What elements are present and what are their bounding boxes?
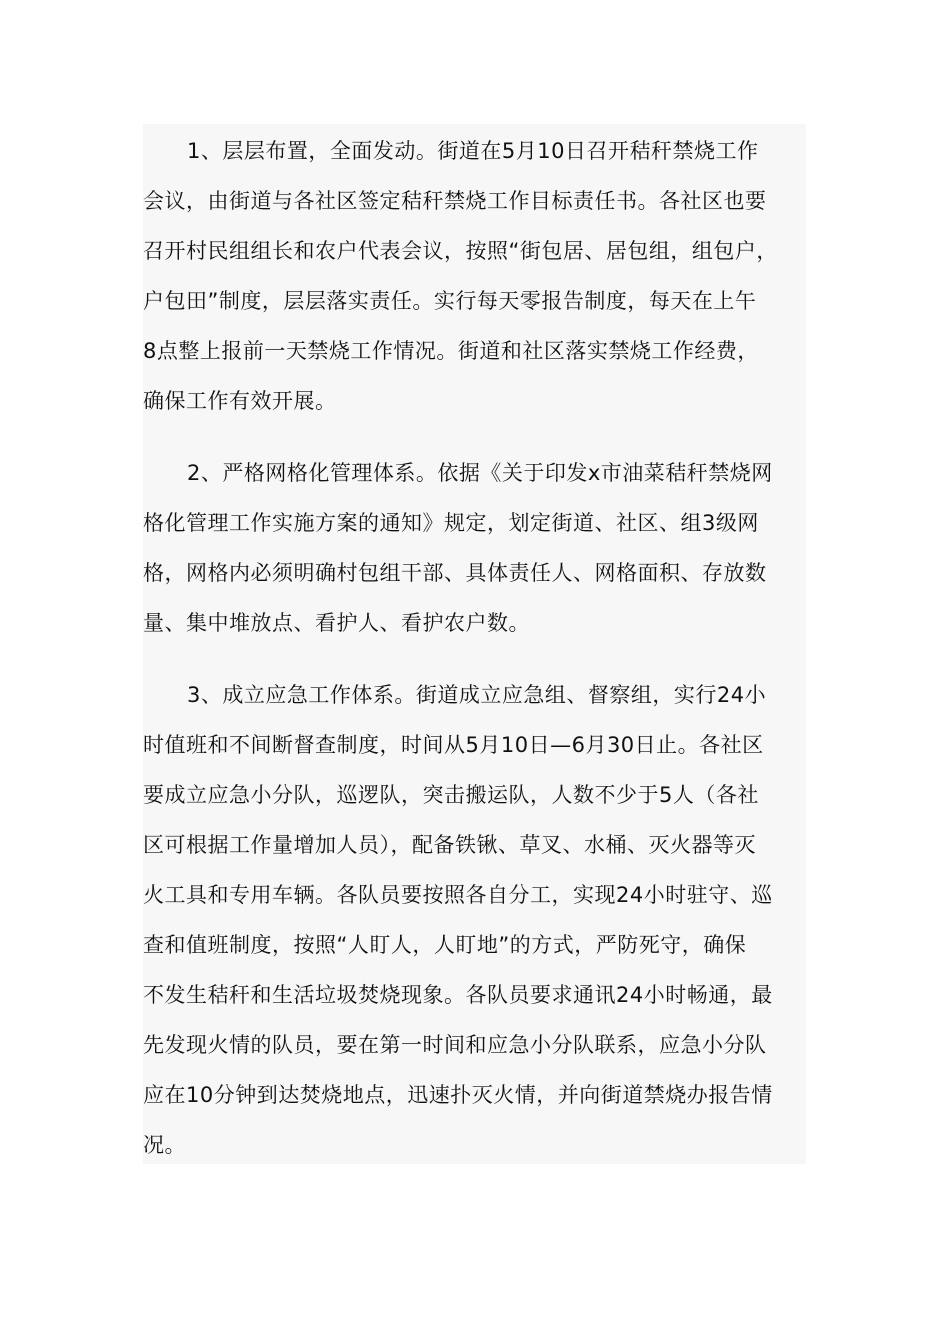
paragraph-1-line-5: 8点整上报前一天禁烧工作情况。街道和社区落实禁烧工作经费， [143, 339, 759, 363]
paragraph-2-line-4: 量、集中堆放点、看护人、看护农户数。 [143, 611, 530, 635]
paragraph-3-line-3: 要成立应急小分队，巡逻队，突击搬运队，人数不少于5人（各社 [143, 783, 759, 807]
paragraph-3-line-8: 先发现火情的队员，要在第一时间和应急小分队联系，应急小分队 [143, 1033, 767, 1057]
paragraph-3-line-10: 况。 [143, 1133, 186, 1157]
paragraph-1-line-1: 1、层层布置，全面发动。街道在5月10日召开秸秆禁烧工作 [187, 139, 759, 163]
paragraph-2-line-3: 格，网格内必须明确村包组干部、具体责任人、网格面积、存放数 [143, 561, 767, 585]
paragraph-3-line-1: 3、成立应急工作体系。街道成立应急组、督察组，实行24小 [187, 683, 767, 707]
paragraph-1-line-6: 确保工作有效开展。 [143, 389, 337, 413]
paragraph-3-line-5: 火工具和专用车辆。各队员要按照各自分工，实现24小时驻守、巡 [143, 883, 773, 907]
paragraph-2-line-2: 格化管理工作实施方案的通知》规定，划定街道、社区、组3级网 [143, 511, 759, 535]
paragraph-2-line-1: 2、严格网格化管理体系。依据《关于印发x市油菜秸秆禁烧网 [187, 461, 773, 485]
paragraph-1-line-2: 会议，由街道与各社区签定秸秆禁烧工作目标责任书。各社区也要 [143, 189, 767, 213]
paragraph-3-line-7: 不发生秸秆和生活垃圾焚烧现象。各队员要求通讯24小时畅通，最 [143, 983, 773, 1007]
paragraph-1-line-3: 召开村民组组长和农户代表会议，按照“街包居、居包组，组包户， [143, 239, 778, 263]
paragraph-3-line-9: 应在10分钟到达焚烧地点，迅速扑灭火情，并向街道禁烧办报告情 [143, 1083, 773, 1107]
paragraph-1-line-4: 户包田”制度，层层落实责任。实行每天零报告制度，每天在上午 [143, 289, 757, 313]
paragraph-3-line-4: 区可根据工作量增加人员），配备铁锹、草叉、水桶、灭火器等灭 [143, 833, 756, 857]
document-text-block [143, 124, 806, 1164]
paragraph-3-line-2: 时值班和不间断督查制度，时间从5月10日—6月30日止。各社区 [143, 733, 764, 757]
paragraph-3-line-6: 查和值班制度，按照“人盯人，人盯地”的方式，严防死守，确保 [143, 933, 747, 957]
